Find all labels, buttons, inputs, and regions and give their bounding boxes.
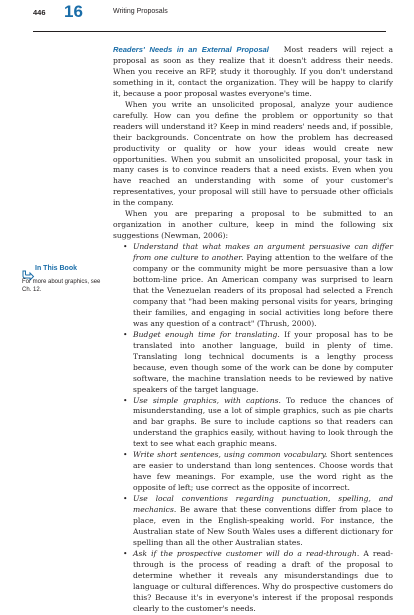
running-head: Writing Proposals	[113, 8, 168, 15]
list-item	[123, 396, 393, 451]
item-text: To reduce the chances of misunderstanding, use a lot of simple graphics, such as pie charts and bar graphs. Be sure to include captions so that readers can understand the graphics easily, without having to look through the text to see what each graphic means.	[133, 395, 393, 449]
paragraph: When you write an unsolicited proposal, analyze your audience carefully. How can you define the problem or opportunity so that readers will understand it? Keep in mind readers' needs and, if possible, their backgrounds. Concentrate on how the problem has decreased productivity or quality or how your ideas would create new opportunities. When you submit an unsolicited proposal, your task in many cases is to convince readers that a need exists. Even when you have reached an understanding with some of your customer's representatives, your proposal will still have to persuade other officials in the company.	[113, 99, 393, 208]
page-header	[0, 0, 414, 32]
item-text: If your proposal has to be translated into another language, build in plenty of time. Translating long technical documents is a lengthy process because, even though some of the work can be done by computer software, the machine translation needs to be reviewed by native speakers of the target language.	[133, 329, 394, 394]
header-rule	[33, 31, 386, 32]
item-text: Be aware that these conventions differ from place to place, even in the English-speaking world. For instance, the Australian state of New South Wales uses a different dictionary for spelling than all the other Australian states.	[133, 505, 393, 547]
list-item	[123, 330, 393, 396]
item-lead: Use simple graphics, with captions.	[133, 395, 281, 405]
item-text: A read-through is the process of reading a draft of the proposal to determine whether it reveals any misunderstandings due to language or cultural differences. Why do prospective customers do this? Because it's in everyone's interest if the proposal responds clearly to the customer's needs.	[133, 548, 393, 613]
paragraph: When you are preparing a proposal to be submitted to an organization in another culture, keep in mind the following six suggestions (Newman, 2006):	[113, 209, 393, 241]
item-lead: Use local conventions regarding punctuation, spelling, and mechanics.	[133, 494, 393, 515]
list-item	[123, 450, 393, 494]
list-item	[123, 549, 393, 615]
item-lead: Understand that what makes an argument persuasive can differ from one culture to another.	[133, 242, 393, 263]
body-text	[113, 45, 393, 615]
item-lead: Ask if the prospective customer will do a read-through.	[133, 548, 360, 558]
paragraph-intro	[113, 45, 393, 100]
arrow-icon	[22, 265, 34, 275]
margin-note-text: For more about graphics, see Ch. 12.	[22, 279, 101, 293]
list-item	[123, 494, 393, 549]
item-lead: Budget enough time for translating.	[133, 329, 280, 339]
margin-note-title: In This Book	[35, 265, 77, 272]
list-item	[123, 242, 393, 330]
page-number: 446	[33, 8, 46, 17]
chapter-number: 16	[64, 2, 83, 21]
section-subhead: Readers' Needs in an External Proposal	[113, 45, 269, 54]
item-text: Short sentences are easier to understand than long sentences. Choose words that have few meanings. For example, use the word right as the opposite of left; use correct as the opposite of incorrect.	[133, 450, 393, 493]
item-lead: Write short sentences, using common vocabulary.	[133, 450, 328, 460]
item-text: Paying attention to the welfare of the company or the community might be more persuasive than a low bottom-line price. An American company was surprised to learn that the Venezuelan readers of its proposal had selected a French company that "had been making personal visits for years, bringing their families, and engaging in social activities long before there was any question of a contract" (Thrush, 2000).	[133, 253, 393, 328]
suggestion-list	[123, 242, 393, 614]
paragraph-text: Most readers will reject a proposal as soon as they realize that it doesn't address their needs. When you receive an RFP, study it thoroughly. If you don't understand something in it, contact the organization. They will be happy to clarify it, because a poor proposal wastes everyone's time.	[113, 45, 394, 98]
